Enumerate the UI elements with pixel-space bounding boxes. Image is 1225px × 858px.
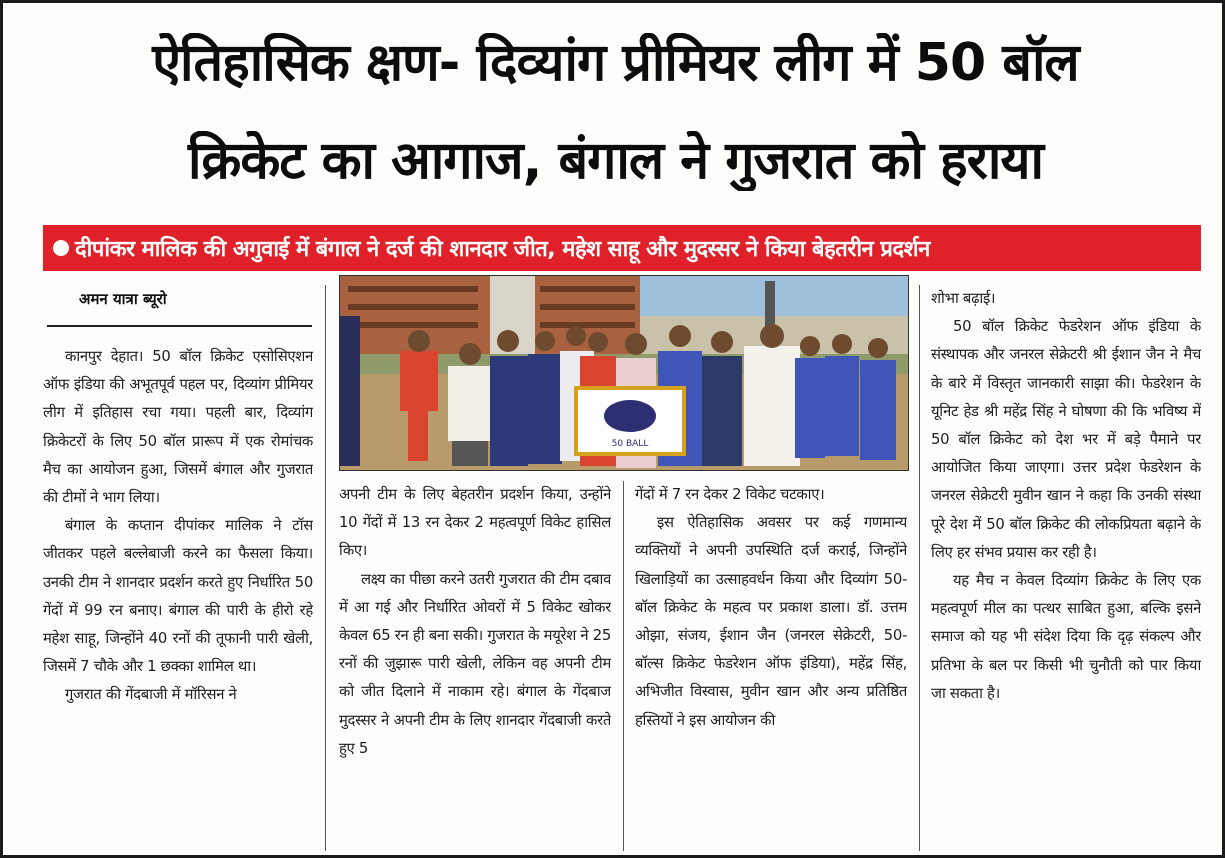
team-photo-illustration <box>340 276 908 470</box>
headline-line-1: ऐतिहासिक क्षण- दिव्यांग प्रीमियर लीग में 50 बॉल <box>152 33 1079 93</box>
paragraph: गेंदों में 7 रन देकर 2 विकेट चटकाए। <box>635 486 825 503</box>
paragraph: 50 बॉल क्रिकेट फेडरेशन ऑफ इंडिया के संस्थापक और जनरल सेक्रेटरी श्री ईशान जैन ने मैच के बारे में विस्तृत जानकारी साझा की। फेडरेशन के यूनिट हेड श्री महेंद्र सिंह ने घोषणा की कि भविष्य में 50 बॉल क्रिकेट को देश भर में बड़े पैमाने पर आयोजित किया जाएगा। उत्तर प्रदेश फेडरेशन के जनरल सेक्रेटरी मुवीन खान ने कहा कि उनकी संस्था पूरे देश में 50 बॉल क्रिकेट की लोकप्रियता बढ़ाने के लिए हर संभव प्रयास कर रही है। <box>931 318 1201 561</box>
team-photo <box>339 275 909 471</box>
article-column-2 <box>339 481 611 851</box>
paragraph: कानपुर देहात। 50 बॉल क्रिकेट एसोसिएशन ऑफ इंडिया की अभूतपूर्व पहल पर, दिव्यांग प्रीमियर लीग में इतिहास रचा गया। पहली बार, दिव्यांग क्रिकेटरों के लिए 50 बॉल प्रारूप में एक रोमांचक मैच का आयोजन हुआ, जिसमें बंगाल और गुजरात की टीमों ने भाग लिया। <box>43 348 313 507</box>
headline-line-2: क्रिकेट का आगाज, बंगाल ने गुजरात को हराया <box>187 131 1044 191</box>
subheadline-strap <box>43 225 1201 271</box>
banner-text: 50 BALL <box>611 439 649 449</box>
article-column-1 <box>43 343 313 848</box>
paragraph: यह मैच न केवल दिव्यांग क्रिकेट के लिए एक महत्वपूर्ण मील का पत्थर साबित हुआ, बल्कि इसने समाज को यह भी संदेश दिया कि दृढ़ संकल्प और प्रतिभा के बल पर किसी भी चुनौती को पार किया जा सकता है। <box>931 572 1201 702</box>
column-divider <box>623 481 624 851</box>
bullet-icon <box>53 240 69 256</box>
paragraph: बंगाल के कप्तान दीपांकर मालिक ने टॉस जीतकर पहले बल्लेबाजी करने का फैसला किया। उनकी टीम ने शानदार प्रदर्शन करते हुए निर्धारित 50 गेंदों में 99 रन बनाए। बंगाल की पारी के हीरो रहे महेश साहू, जिन्होंने 40 रनों की तूफानी पारी खेली, जिसमें 7 चौके और 1 छक्का शामिल था। <box>43 517 313 676</box>
article-column-4 <box>931 285 1201 851</box>
paragraph: शोभा बढ़ाई। <box>931 290 996 307</box>
paragraph: लक्ष्य का पीछा करने उतरी गुजरात की टीम दबाव में आ गई और निर्धारित ओवरों में 5 विकेट खोकर केवल 65 रन ही बना सकी। गुजरात के मयूरेश ने 25 रनों की जुझारू पारी खेली, लेकिन वह अपनी टीम को जीत दिलाने में नाकाम रहे। बंगाल के गेंदबाज मुदस्सर ने अपनी टीम के लिए शानदार गेंदबाजी करते हुए 5 <box>339 570 611 757</box>
paragraph: इस ऐतिहासिक अवसर पर कई गणमान्य व्यक्तियों ने अपनी उपस्थिति दर्ज कराई, जिन्होंने खिलाड़ियों का उत्साहवर्धन किया और दिव्यांग 50-बॉल क्रिकेट के महत्व पर प्रकाश डाला। डॉ. उत्तम ओझा, संजय, ईशान जैन (जनरल सेक्रेटरी, 50-बॉल्स क्रिकेट फेडरेशन ऑफ इंडिया), महेंद्र सिंह, अभिजीत विस्वास, मुवीन खान और अन्य प्रतिष्ठित हस्तियों ने इस आयोजन की <box>635 514 907 729</box>
column-divider <box>325 285 326 851</box>
column-divider <box>919 285 920 851</box>
subheadline-text: दीपांकर मालिक की अगुवाई में बंगाल ने दर्ज की शानदार जीत, महेश साहू और मुदस्सर ने किया बेहतरीन प्रदर्शन <box>75 237 930 262</box>
article-column-3 <box>635 481 907 851</box>
byline: अमन यात्रा ब्यूरो <box>79 290 167 308</box>
byline-divider <box>47 325 312 327</box>
paragraph: अपनी टीम के लिए बेहतरीन प्रदर्शन किया, उन्होंने 10 गेंदों में 13 रन देकर 2 महत्वपूर्ण विकेट हासिल किए। <box>339 486 611 560</box>
paragraph: गुजरात की गेंदबाजी में मॉरिसन ने <box>65 686 237 704</box>
